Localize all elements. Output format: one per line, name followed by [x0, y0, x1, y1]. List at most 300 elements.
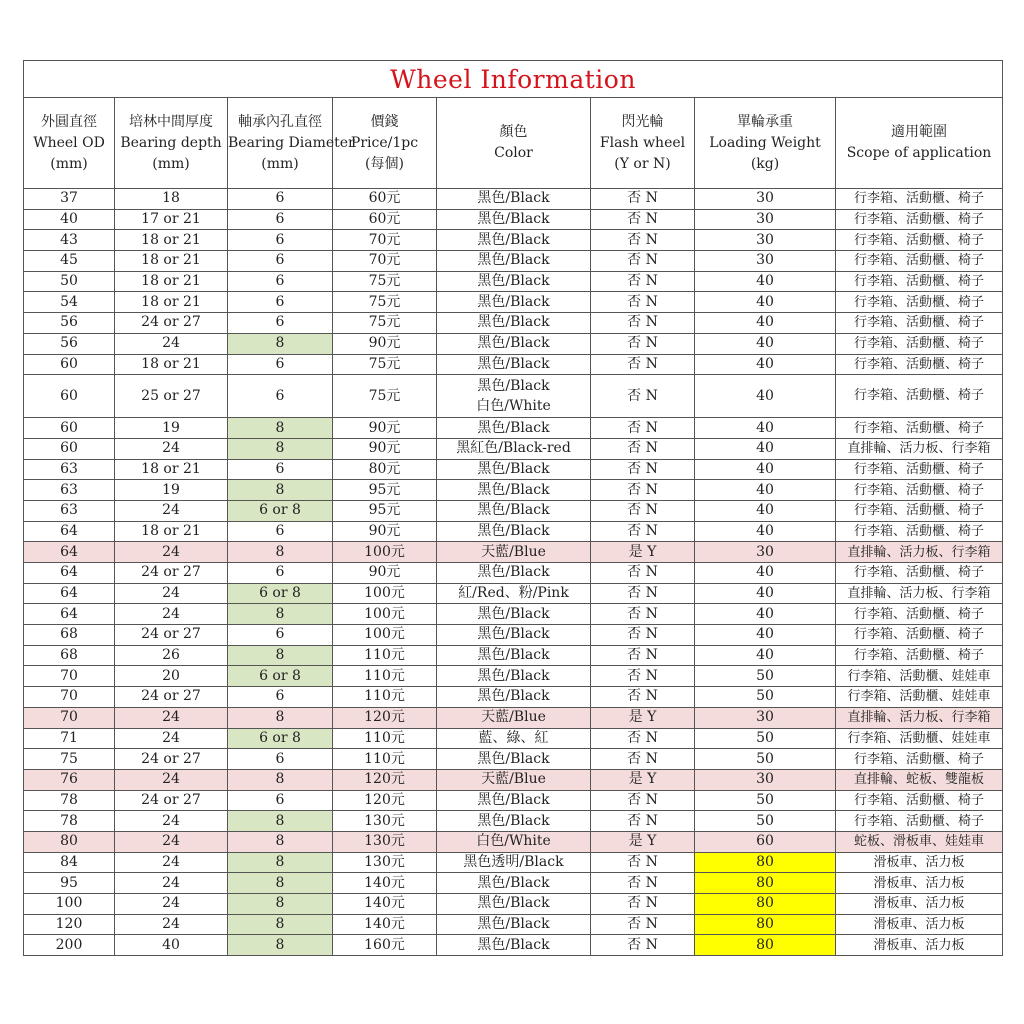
cell-color: 黑色/Black	[437, 500, 591, 521]
cell-bearing-diameter: 6 or 8	[228, 728, 333, 749]
cell-flash-wheel: 否 N	[591, 271, 695, 292]
cell-price: 100元	[333, 583, 437, 604]
cell-scope: 直排輪、活力板、行李箱	[836, 583, 1003, 604]
cell-bearing-diameter: 8	[228, 873, 333, 894]
table-row	[24, 230, 1003, 251]
cell-color-line: 白色/White	[476, 398, 551, 415]
cell-wheel-od: 68	[24, 625, 115, 646]
cell-loading-weight: 40	[695, 521, 836, 542]
cell-flash-wheel: 否 N	[591, 209, 695, 230]
cell-bearing-diameter: 6 or 8	[228, 500, 333, 521]
cell-bearing-diameter: 6	[228, 292, 333, 313]
cell-scope: 行李箱、活動櫃、椅子	[836, 209, 1003, 230]
cell-bearing-depth: 24	[115, 852, 228, 873]
cell-bearing-depth: 24 or 27	[115, 790, 228, 811]
table-row	[24, 251, 1003, 272]
table-row	[24, 542, 1003, 563]
table-row	[24, 707, 1003, 728]
cell-flash-wheel: 否 N	[591, 625, 695, 646]
cell-color: 黑色/Black	[437, 418, 591, 439]
cell-bearing-depth: 18 or 21	[115, 230, 228, 251]
cell-bearing-diameter: 6	[228, 625, 333, 646]
header-unit: (mm)	[50, 155, 88, 172]
cell-wheel-od: 45	[24, 251, 115, 272]
cell-loading-weight: 40	[695, 625, 836, 646]
cell-price: 80元	[333, 459, 437, 480]
cell-wheel-od: 70	[24, 666, 115, 687]
cell-bearing-diameter: 6	[228, 189, 333, 210]
header-label-en: Wheel OD	[33, 134, 105, 151]
table-row	[24, 583, 1003, 604]
cell-flash-wheel: 否 N	[591, 894, 695, 915]
cell-bearing-diameter: 6 or 8	[228, 583, 333, 604]
cell-loading-weight: 40	[695, 563, 836, 584]
header-wheel-od	[24, 98, 115, 189]
cell-flash-wheel: 否 N	[591, 189, 695, 210]
cell-loading-weight: 50	[695, 790, 836, 811]
cell-color: 黑色/Black	[437, 604, 591, 625]
cell-color: 黑色/Black	[437, 625, 591, 646]
cell-price: 140元	[333, 873, 437, 894]
cell-bearing-depth: 24	[115, 894, 228, 915]
cell-scope: 行李箱、活動櫃、椅子	[836, 418, 1003, 439]
cell-scope: 滑板車、活力板	[836, 852, 1003, 873]
cell-color: 黑色/Black	[437, 749, 591, 770]
cell-flash-wheel: 否 N	[591, 563, 695, 584]
cell-flash-wheel: 否 N	[591, 521, 695, 542]
table-row	[24, 935, 1003, 956]
header-loading-weight	[695, 98, 836, 189]
cell-price: 95元	[333, 480, 437, 501]
header-label-cn: 軸承內孔直徑	[238, 113, 322, 130]
cell-color: 黑色/Black	[437, 292, 591, 313]
cell-price: 75元	[333, 271, 437, 292]
cell-price: 75元	[333, 375, 437, 418]
cell-bearing-diameter: 6	[228, 271, 333, 292]
cell-flash-wheel: 否 N	[591, 313, 695, 334]
cell-flash-wheel: 否 N	[591, 790, 695, 811]
cell-price: 140元	[333, 894, 437, 915]
cell-bearing-depth: 24	[115, 728, 228, 749]
cell-wheel-od: 78	[24, 790, 115, 811]
cell-color: 黑色/Black	[437, 271, 591, 292]
cell-price: 90元	[333, 563, 437, 584]
cell-price: 130元	[333, 811, 437, 832]
header-label-cn: 培林中間厚度	[129, 113, 213, 130]
table-row	[24, 500, 1003, 521]
cell-flash-wheel: 否 N	[591, 500, 695, 521]
cell-color: 天藍/Blue	[437, 769, 591, 790]
table-row	[24, 769, 1003, 790]
cell-wheel-od: 60	[24, 375, 115, 418]
header-unit: (mm)	[152, 155, 190, 172]
cell-price: 95元	[333, 500, 437, 521]
cell-wheel-od: 64	[24, 563, 115, 584]
cell-bearing-depth: 20	[115, 666, 228, 687]
cell-scope: 行李箱、活動櫃、椅子	[836, 271, 1003, 292]
cell-loading-weight: 40	[695, 645, 836, 666]
wheel-information-table	[23, 60, 1003, 956]
cell-loading-weight: 80	[695, 852, 836, 873]
table-row	[24, 333, 1003, 354]
header-label-cn: 單輪承重	[737, 113, 793, 130]
cell-price: 75元	[333, 292, 437, 313]
header-label-cn: 價錢	[370, 113, 399, 130]
cell-price: 90元	[333, 418, 437, 439]
cell-color: 白色/White	[437, 831, 591, 852]
cell-color: 黑色透明/Black	[437, 852, 591, 873]
cell-bearing-diameter: 8	[228, 480, 333, 501]
cell-scope: 行李箱、活動櫃、娃娃車	[836, 687, 1003, 708]
table-body	[24, 189, 1003, 956]
cell-loading-weight: 60	[695, 831, 836, 852]
table-row	[24, 292, 1003, 313]
cell-loading-weight: 30	[695, 769, 836, 790]
header-color	[437, 98, 591, 189]
cell-price: 75元	[333, 313, 437, 334]
cell-price: 120元	[333, 769, 437, 790]
cell-loading-weight: 80	[695, 914, 836, 935]
table-row	[24, 521, 1003, 542]
cell-scope: 行李箱、活動櫃、椅子	[836, 292, 1003, 313]
cell-color: 黑色/Black	[437, 687, 591, 708]
cell-color: 黑色/Black	[437, 459, 591, 480]
cell-scope: 行李箱、活動櫃、椅子	[836, 604, 1003, 625]
cell-wheel-od: 56	[24, 333, 115, 354]
cell-bearing-diameter: 8	[228, 438, 333, 459]
cell-scope: 行李箱、活動櫃、椅子	[836, 189, 1003, 210]
cell-bearing-depth: 24	[115, 542, 228, 563]
cell-wheel-od: 60	[24, 438, 115, 459]
table-row	[24, 645, 1003, 666]
table-row	[24, 563, 1003, 584]
table-row	[24, 831, 1003, 852]
cell-scope: 行李箱、活動櫃、椅子	[836, 333, 1003, 354]
table-row	[24, 375, 1003, 418]
cell-bearing-diameter: 8	[228, 935, 333, 956]
cell-bearing-diameter: 8	[228, 542, 333, 563]
cell-bearing-depth: 24	[115, 583, 228, 604]
table-row	[24, 687, 1003, 708]
cell-flash-wheel: 否 N	[591, 333, 695, 354]
cell-bearing-depth: 18	[115, 189, 228, 210]
cell-loading-weight: 40	[695, 438, 836, 459]
table-row	[24, 459, 1003, 480]
table-row	[24, 189, 1003, 210]
cell-bearing-depth: 25 or 27	[115, 375, 228, 418]
cell-bearing-diameter: 6	[228, 251, 333, 272]
cell-flash-wheel: 否 N	[591, 230, 695, 251]
cell-price: 130元	[333, 852, 437, 873]
cell-color: 紅/Red、粉/Pink	[437, 583, 591, 604]
cell-color: 黑色/Black	[437, 811, 591, 832]
cell-color: 黑色/Black	[437, 333, 591, 354]
cell-bearing-diameter: 6	[228, 459, 333, 480]
cell-color: 黑色/Black	[437, 645, 591, 666]
cell-bearing-diameter: 8	[228, 604, 333, 625]
cell-bearing-depth: 24 or 27	[115, 313, 228, 334]
table-row	[24, 438, 1003, 459]
header-unit: (每個)	[365, 155, 404, 172]
table-row	[24, 209, 1003, 230]
table-row	[24, 604, 1003, 625]
header-label-cn: 適用範圍	[891, 124, 947, 140]
cell-bearing-diameter: 6	[228, 521, 333, 542]
table-row	[24, 271, 1003, 292]
cell-bearing-depth: 24	[115, 438, 228, 459]
header-label-en: Color	[494, 145, 533, 161]
cell-scope: 行李箱、活動櫃、椅子	[836, 230, 1003, 251]
cell-bearing-depth: 19	[115, 480, 228, 501]
cell-price: 110元	[333, 666, 437, 687]
cell-bearing-depth: 26	[115, 645, 228, 666]
cell-color: 黑色/Black	[437, 209, 591, 230]
cell-bearing-diameter: 8	[228, 894, 333, 915]
cell-bearing-diameter: 6 or 8	[228, 666, 333, 687]
header-row	[24, 98, 1003, 189]
cell-flash-wheel: 否 N	[591, 811, 695, 832]
cell-color: 黑色/Black	[437, 251, 591, 272]
cell-loading-weight: 50	[695, 666, 836, 687]
cell-flash-wheel: 是 Y	[591, 769, 695, 790]
cell-color-line: 黑色/Black	[477, 378, 550, 395]
cell-color: 黑色/Black	[437, 230, 591, 251]
cell-color: 黑色/Black	[437, 666, 591, 687]
cell-bearing-depth: 24	[115, 333, 228, 354]
cell-price: 110元	[333, 645, 437, 666]
cell-scope: 行李箱、活動櫃、椅子	[836, 645, 1003, 666]
cell-scope: 滑板車、活力板	[836, 873, 1003, 894]
cell-bearing-depth: 24	[115, 769, 228, 790]
header-scope	[836, 98, 1003, 189]
cell-wheel-od: 84	[24, 852, 115, 873]
cell-bearing-depth: 24 or 27	[115, 749, 228, 770]
cell-flash-wheel: 否 N	[591, 583, 695, 604]
cell-bearing-depth: 18 or 21	[115, 459, 228, 480]
cell-wheel-od: 64	[24, 583, 115, 604]
cell-scope: 行李箱、活動櫃、椅子	[836, 500, 1003, 521]
cell-flash-wheel: 否 N	[591, 935, 695, 956]
cell-wheel-od: 60	[24, 354, 115, 375]
cell-loading-weight: 40	[695, 418, 836, 439]
cell-scope: 行李箱、活動櫃、椅子	[836, 811, 1003, 832]
cell-scope: 行李箱、活動櫃、椅子	[836, 790, 1003, 811]
cell-price: 70元	[333, 251, 437, 272]
cell-price: 60元	[333, 209, 437, 230]
cell-scope: 直排輪、蛇板、雙龍板	[836, 769, 1003, 790]
cell-flash-wheel: 否 N	[591, 292, 695, 313]
cell-bearing-diameter: 6	[228, 375, 333, 418]
cell-scope: 行李箱、活動櫃、椅子	[836, 521, 1003, 542]
cell-scope: 直排輪、活力板、行李箱	[836, 707, 1003, 728]
header-label-en: Bearing Diameter	[228, 134, 355, 151]
cell-price: 110元	[333, 728, 437, 749]
cell-loading-weight: 50	[695, 728, 836, 749]
cell-price: 90元	[333, 333, 437, 354]
table-row	[24, 790, 1003, 811]
cell-color: 黑色/Black	[437, 313, 591, 334]
cell-loading-weight: 30	[695, 209, 836, 230]
cell-bearing-depth: 24	[115, 914, 228, 935]
cell-bearing-depth: 18 or 21	[115, 271, 228, 292]
table-title: Wheel Information	[24, 61, 1003, 98]
table-row	[24, 894, 1003, 915]
cell-loading-weight: 30	[695, 189, 836, 210]
cell-bearing-diameter: 8	[228, 852, 333, 873]
cell-color: 黑色/Black	[437, 480, 591, 501]
cell-bearing-depth: 18 or 21	[115, 521, 228, 542]
cell-flash-wheel: 否 N	[591, 459, 695, 480]
cell-wheel-od: 120	[24, 914, 115, 935]
cell-flash-wheel: 否 N	[591, 687, 695, 708]
cell-price: 130元	[333, 831, 437, 852]
cell-wheel-od: 50	[24, 271, 115, 292]
cell-color: 黑色/Black	[437, 935, 591, 956]
cell-color: 黑色/Black	[437, 189, 591, 210]
header-label-cn: 外圓直徑	[41, 113, 97, 130]
cell-price: 110元	[333, 687, 437, 708]
cell-bearing-diameter: 8	[228, 645, 333, 666]
cell-color: 藍、綠、紅	[437, 728, 591, 749]
cell-wheel-od: 70	[24, 707, 115, 728]
cell-price: 90元	[333, 438, 437, 459]
cell-bearing-diameter: 8	[228, 831, 333, 852]
cell-scope: 滑板車、活力板	[836, 894, 1003, 915]
cell-bearing-depth: 40	[115, 935, 228, 956]
cell-bearing-depth: 24	[115, 811, 228, 832]
cell-bearing-depth: 18 or 21	[115, 251, 228, 272]
cell-scope: 行李箱、活動櫃、椅子	[836, 749, 1003, 770]
header-label-en: Scope of application	[846, 145, 992, 161]
table-row	[24, 418, 1003, 439]
cell-bearing-diameter: 8	[228, 811, 333, 832]
table-row	[24, 313, 1003, 334]
cell-scope: 行李箱、活動櫃、椅子	[836, 375, 1003, 418]
cell-price: 90元	[333, 521, 437, 542]
cell-loading-weight: 40	[695, 375, 836, 418]
cell-scope: 行李箱、活動櫃、娃娃車	[836, 728, 1003, 749]
cell-flash-wheel: 否 N	[591, 852, 695, 873]
cell-wheel-od: 76	[24, 769, 115, 790]
cell-bearing-depth: 24 or 27	[115, 687, 228, 708]
cell-loading-weight: 40	[695, 292, 836, 313]
cell-loading-weight: 40	[695, 480, 836, 501]
cell-bearing-depth: 18 or 21	[115, 292, 228, 313]
cell-flash-wheel: 否 N	[591, 438, 695, 459]
table-row	[24, 666, 1003, 687]
cell-loading-weight: 30	[695, 230, 836, 251]
cell-bearing-depth: 24 or 27	[115, 625, 228, 646]
cell-flash-wheel: 否 N	[591, 375, 695, 418]
cell-price: 160元	[333, 935, 437, 956]
cell-bearing-diameter: 6	[228, 209, 333, 230]
cell-color	[437, 375, 591, 418]
cell-flash-wheel: 否 N	[591, 251, 695, 272]
header-label-en: Bearing depth	[120, 134, 222, 151]
cell-bearing-diameter: 6	[228, 687, 333, 708]
cell-bearing-diameter: 8	[228, 333, 333, 354]
cell-flash-wheel: 否 N	[591, 604, 695, 625]
cell-wheel-od: 40	[24, 209, 115, 230]
cell-scope: 直排輪、活力板、行李箱	[836, 438, 1003, 459]
cell-color: 黑色/Black	[437, 914, 591, 935]
cell-price: 100元	[333, 542, 437, 563]
cell-wheel-od: 200	[24, 935, 115, 956]
cell-bearing-diameter: 6	[228, 563, 333, 584]
table-row	[24, 749, 1003, 770]
cell-wheel-od: 56	[24, 313, 115, 334]
header-label-cn: 顏色	[499, 124, 528, 140]
table-row	[24, 914, 1003, 935]
cell-bearing-depth: 19	[115, 418, 228, 439]
cell-scope: 滑板車、活力板	[836, 935, 1003, 956]
table-row	[24, 811, 1003, 832]
cell-loading-weight: 40	[695, 500, 836, 521]
cell-scope: 行李箱、活動櫃、椅子	[836, 354, 1003, 375]
cell-wheel-od: 54	[24, 292, 115, 313]
table-row	[24, 354, 1003, 375]
cell-color: 黑色/Black	[437, 894, 591, 915]
cell-wheel-od: 64	[24, 604, 115, 625]
header-label-en: Flash wheel	[599, 134, 686, 151]
cell-color: 黑色/Black	[437, 563, 591, 584]
cell-flash-wheel: 否 N	[591, 914, 695, 935]
cell-wheel-od: 95	[24, 873, 115, 894]
cell-bearing-diameter: 8	[228, 769, 333, 790]
cell-scope: 行李箱、活動櫃、椅子	[836, 563, 1003, 584]
cell-wheel-od: 68	[24, 645, 115, 666]
cell-flash-wheel: 否 N	[591, 728, 695, 749]
cell-loading-weight: 30	[695, 707, 836, 728]
cell-loading-weight: 30	[695, 542, 836, 563]
cell-price: 60元	[333, 189, 437, 210]
cell-loading-weight: 80	[695, 935, 836, 956]
cell-color: 黑紅色/Black-red	[437, 438, 591, 459]
cell-price: 100元	[333, 604, 437, 625]
cell-bearing-diameter: 8	[228, 914, 333, 935]
cell-wheel-od: 64	[24, 542, 115, 563]
cell-bearing-diameter: 6	[228, 790, 333, 811]
table-row	[24, 852, 1003, 873]
cell-loading-weight: 30	[695, 251, 836, 272]
cell-wheel-od: 64	[24, 521, 115, 542]
table-row	[24, 873, 1003, 894]
cell-price: 100元	[333, 625, 437, 646]
header-unit: (Y or N)	[614, 155, 671, 172]
cell-scope: 蛇板、滑板車、娃娃車	[836, 831, 1003, 852]
cell-bearing-depth: 24	[115, 707, 228, 728]
cell-wheel-od: 63	[24, 459, 115, 480]
cell-color: 黑色/Black	[437, 873, 591, 894]
cell-bearing-depth: 24	[115, 831, 228, 852]
cell-loading-weight: 40	[695, 354, 836, 375]
cell-loading-weight: 40	[695, 333, 836, 354]
cell-scope: 行李箱、活動櫃、椅子	[836, 251, 1003, 272]
cell-wheel-od: 100	[24, 894, 115, 915]
cell-loading-weight: 80	[695, 873, 836, 894]
cell-flash-wheel: 否 N	[591, 418, 695, 439]
cell-loading-weight: 50	[695, 749, 836, 770]
cell-scope: 行李箱、活動櫃、娃娃車	[836, 666, 1003, 687]
cell-flash-wheel: 否 N	[591, 666, 695, 687]
cell-color: 天藍/Blue	[437, 707, 591, 728]
cell-scope: 行李箱、活動櫃、椅子	[836, 625, 1003, 646]
header-flash-wheel	[591, 98, 695, 189]
cell-wheel-od: 63	[24, 500, 115, 521]
cell-loading-weight: 50	[695, 687, 836, 708]
cell-bearing-diameter: 6	[228, 354, 333, 375]
cell-price: 110元	[333, 749, 437, 770]
